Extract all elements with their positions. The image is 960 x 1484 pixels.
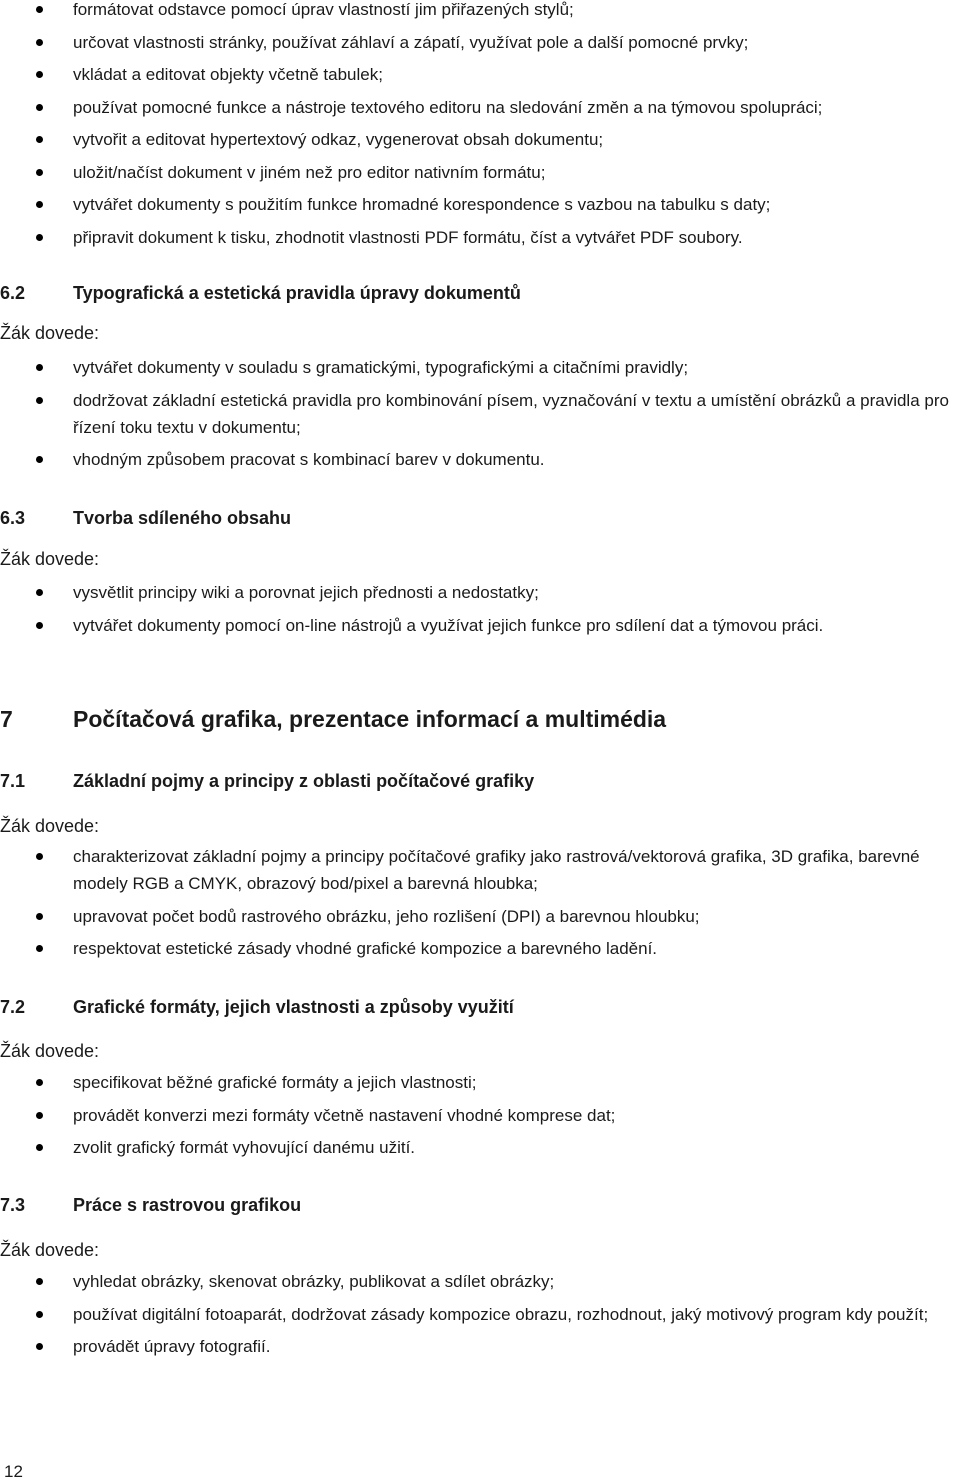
section-heading <box>0 1192 960 1218</box>
chapter-number: 7 <box>0 706 13 732</box>
section-6-2-list-block <box>0 354 960 479</box>
section-number: 7.1 <box>0 771 26 791</box>
list-item: zvolit grafický formát vyhovující danému užití. <box>0 1134 960 1161</box>
list-item: vytvořit a editovat hypertextový odkaz, vygenerovat obsah dokumentu; <box>0 126 960 153</box>
section-6-2-list <box>0 354 960 473</box>
section-7-2-list-block <box>0 1069 960 1167</box>
list-item: provádět konverzi mezi formáty včetně nastavení vhodné komprese dat; <box>0 1102 960 1129</box>
section-7-3-list <box>0 1268 960 1360</box>
list-item: vysvětlit principy wiki a porovnat jejich přednosti a nedostatky; <box>0 579 960 606</box>
bullet-icon <box>36 201 43 208</box>
section-heading <box>0 994 960 1020</box>
section-title: Práce s rastrovou grafikou <box>73 1195 302 1215</box>
list-item: určovat vlastnosti stránky, používat záhlaví a zápatí, využívat pole a další pomocné prvky; <box>0 29 960 56</box>
section-number: 7.2 <box>0 997 26 1017</box>
section-title: Grafické formáty, jejich vlastnosti a způsoby využití <box>73 997 514 1017</box>
bullet-icon <box>36 589 43 596</box>
section-6-3-label <box>0 546 960 572</box>
section-heading <box>0 505 960 531</box>
section-6-3-list-block <box>0 579 960 644</box>
section-7-1-list-block <box>0 843 960 968</box>
list-item: provádět úpravy fotografií. <box>0 1333 960 1360</box>
section-7-2-list <box>0 1069 960 1161</box>
bullet-icon <box>36 104 43 111</box>
section-7-3-label <box>0 1237 960 1263</box>
list-item: vyhledat obrázky, skenovat obrázky, publikovat a sdílet obrázky; <box>0 1268 960 1295</box>
section-7-1 <box>0 768 960 794</box>
bullet-icon <box>36 1311 43 1318</box>
bullet-icon <box>36 234 43 241</box>
page-number: 12 <box>4 1462 23 1481</box>
list-item: uložit/načíst dokument v jiném než pro editor nativním formátu; <box>0 159 960 186</box>
list-item: specifikovat běžné grafické formáty a jejich vlastnosti; <box>0 1069 960 1096</box>
bullet-icon <box>36 364 43 371</box>
list-item: charakterizovat základní pojmy a principy počítačové grafiky jako rastrová/vektorová grafika, 3D grafika, barevné modely RGB a CMYK, obrazový bod/pixel a barevná hloubka; <box>0 843 960 897</box>
section-6-2 <box>0 280 960 306</box>
bullet-icon <box>36 945 43 952</box>
list-item: vkládat a editovat objekty včetně tabulek; <box>0 61 960 88</box>
bullet-icon <box>36 71 43 78</box>
bullet-icon <box>36 622 43 629</box>
section-number: 6.2 <box>0 283 26 303</box>
list-item: dodržovat základní estetická pravidla pro kombinování písem, vyznačování v textu a umístění obrázků a pravidla pro řízení toku textu v dokumentu; <box>0 387 960 441</box>
list-item: respektovat estetické zásady vhodné grafické kompozice a barevného ladění. <box>0 935 960 962</box>
outcomes-label: Žák dovede: <box>0 1041 100 1061</box>
section-7-3 <box>0 1192 960 1218</box>
bullet-icon <box>36 1144 43 1151</box>
outcomes-label: Žák dovede: <box>0 549 100 569</box>
section-heading <box>0 280 960 306</box>
section-title: Základní pojmy a principy z oblasti počítačové grafiky <box>73 771 535 791</box>
outcomes-label: Žák dovede: <box>0 816 100 836</box>
list-item: vytvářet dokumenty s použitím funkce hromadné korespondence s vazbou na tabulku s daty; <box>0 191 960 218</box>
section-number: 6.3 <box>0 508 26 528</box>
section-7-1-list <box>0 843 960 962</box>
list-item: formátovat odstavce pomocí úprav vlastností jim přiřazených stylů; <box>0 0 960 23</box>
bullet-icon <box>36 1112 43 1119</box>
bullet-icon <box>36 1079 43 1086</box>
bullet-icon <box>36 136 43 143</box>
chapter-title: Počítačová grafika, prezentace informací a multimédia <box>73 706 667 732</box>
section-7-1-label <box>0 813 960 839</box>
bullet-icon <box>36 39 43 46</box>
section-title: Typografická a estetická pravidla úpravy dokumentů <box>73 283 521 303</box>
section-number: 7.3 <box>0 1195 26 1215</box>
section-7-2-label <box>0 1038 960 1064</box>
section-title: Tvorba sdíleného obsahu <box>73 508 292 528</box>
list-item: vytvářet dokumenty v souladu s gramatickými, typografickými a citačními pravidly; <box>0 354 960 381</box>
section-7-2 <box>0 994 960 1020</box>
chapter-heading <box>0 703 960 735</box>
bullet-icon <box>36 6 43 13</box>
list-item: vhodným způsobem pracovat s kombinací barev v dokumentu. <box>0 446 960 473</box>
bullet-icon <box>36 397 43 404</box>
bullet-icon <box>36 169 43 176</box>
outcomes-label: Žák dovede: <box>0 323 100 343</box>
list-item: používat digitální fotoaparát, dodržovat zásady kompozice obrazu, rozhodnout, jaký motivový program kdy použít; <box>0 1301 960 1328</box>
section-6-3-list <box>0 579 960 639</box>
section-heading <box>0 768 960 794</box>
bullet-icon <box>36 1343 43 1350</box>
section-6-3 <box>0 505 960 531</box>
list-item: upravovat počet bodů rastrového obrázku, jeho rozlišení (DPI) a barevnou hloubku; <box>0 903 960 930</box>
bullet-icon <box>36 456 43 463</box>
bullet-icon <box>36 913 43 920</box>
outcomes-label: Žák dovede: <box>0 1240 100 1260</box>
list-item: vytvářet dokumenty pomocí on-line nástrojů a využívat jejich funkce pro sdílení dat a týmovou práci. <box>0 612 960 639</box>
section-6-2-label <box>0 320 960 346</box>
list-item: používat pomocné funkce a nástroje textového editoru na sledování změn a na týmovou spolupráci; <box>0 94 960 121</box>
intro-list-block <box>0 0 960 256</box>
list-item: připravit dokument k tisku, zhodnotit vlastnosti PDF formátu, číst a vytvářet PDF soubory. <box>0 224 960 251</box>
bullet-icon <box>36 1278 43 1285</box>
intro-list <box>0 0 960 251</box>
bullet-icon <box>36 853 43 860</box>
chapter-7 <box>0 703 960 735</box>
section-7-3-list-block <box>0 1268 960 1366</box>
